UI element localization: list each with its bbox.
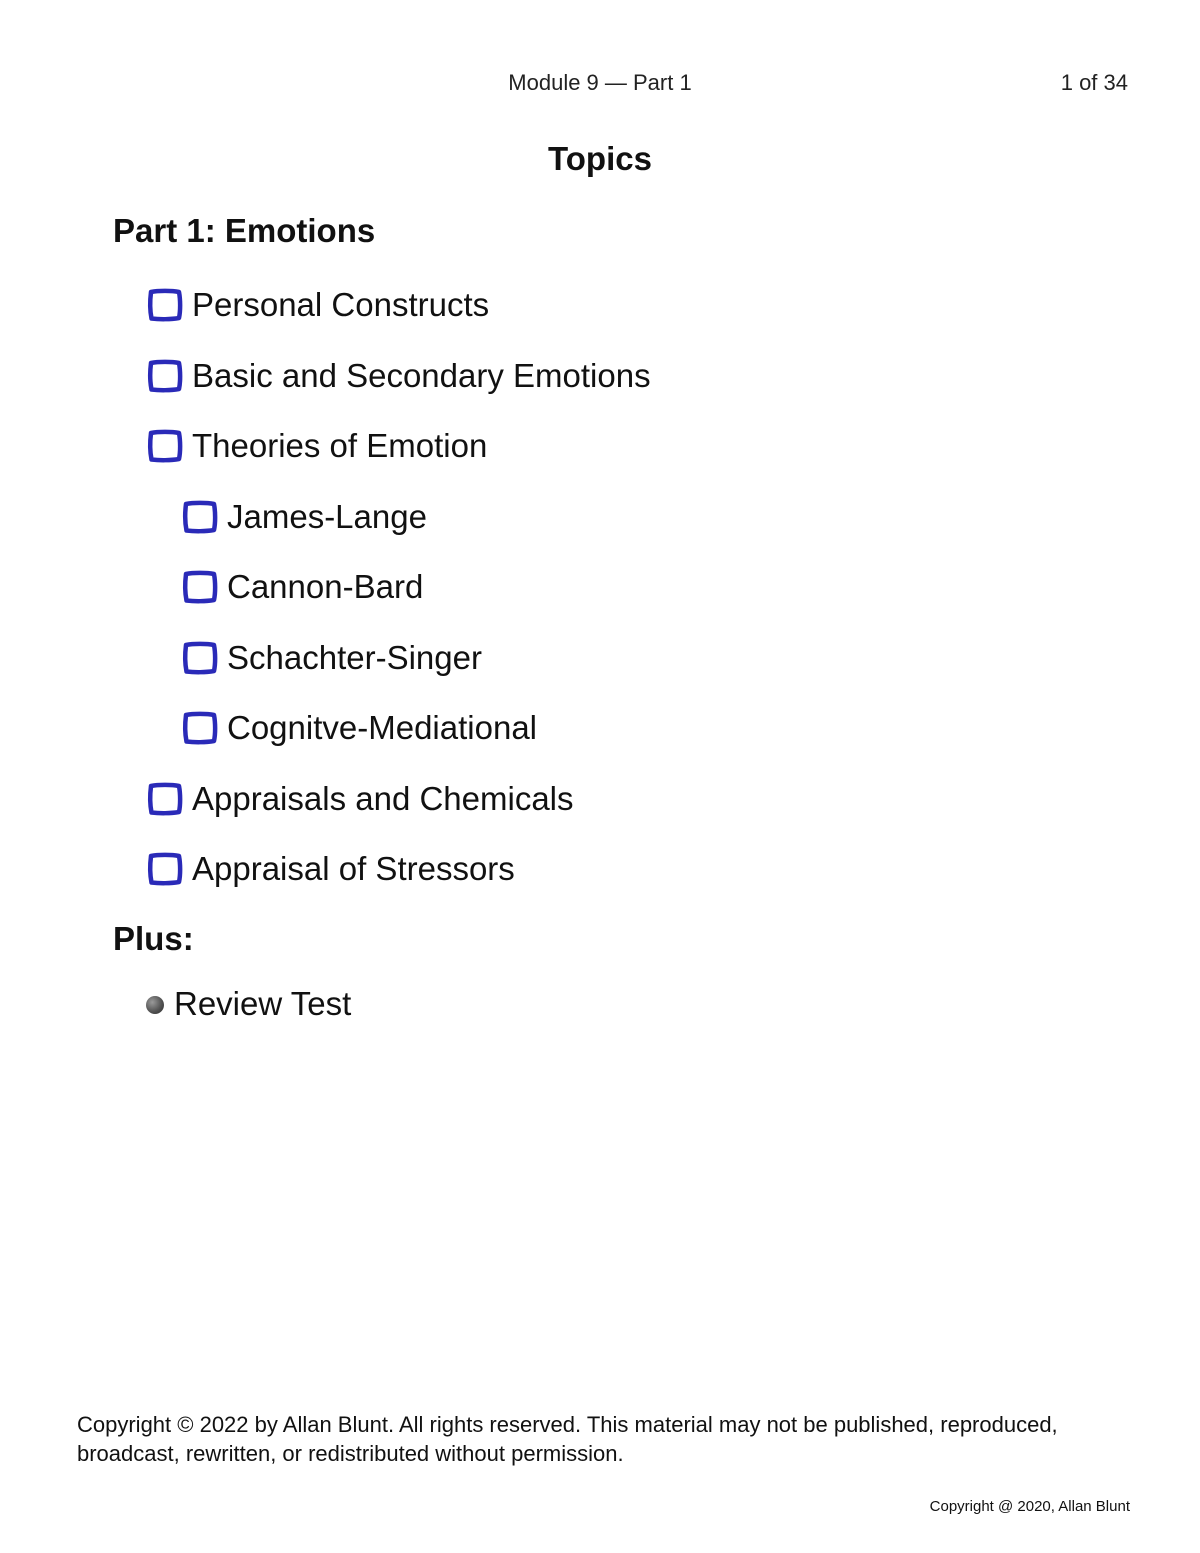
topic-item[interactable] [181, 494, 427, 540]
page-title: Topics [548, 140, 652, 177]
topic-label: Personal Constructs [192, 286, 490, 323]
topic-item[interactable] [146, 776, 574, 822]
checkbox-icon[interactable] [146, 286, 184, 324]
topic-label: Appraisals and Chemicals [192, 780, 574, 817]
checkbox-icon[interactable] [181, 709, 219, 747]
checkbox-icon[interactable] [146, 780, 184, 818]
checkbox-icon[interactable] [146, 427, 184, 465]
topic-label: Schachter-Singer [227, 639, 482, 676]
part-heading: Part 1: Emotions [113, 212, 376, 249]
topic-item[interactable] [181, 635, 482, 681]
topic-label: James-Lange [227, 498, 427, 535]
page-number: 1 of 34 [1060, 70, 1128, 95]
topic-item[interactable] [146, 282, 489, 328]
copyright-notice: Copyright © 2022 by Allan Blunt. All rights reserved. This material may not be published, reproduced, broadcast, rewritten, or redistributed without permission. [77, 1412, 1058, 1466]
checkbox-icon[interactable] [146, 357, 184, 395]
topic-label: Appraisal of Stressors [192, 850, 515, 887]
topic-label: Cannon-Bard [227, 568, 424, 605]
header-title: Module 9 — Part 1 [508, 70, 692, 95]
topic-item[interactable] [146, 353, 651, 399]
topic-item[interactable] [146, 846, 515, 892]
checkbox-icon[interactable] [181, 498, 219, 536]
checkbox-icon[interactable] [146, 850, 184, 888]
list-item [146, 983, 351, 1025]
topic-item[interactable] [146, 423, 487, 469]
topic-label: Cognitve-Mediational [227, 709, 538, 746]
footer-copyright: Copyright @ 2020, Allan Blunt [929, 1498, 1130, 1515]
bullet-icon [146, 996, 164, 1014]
plus-heading: Plus: [113, 920, 194, 957]
checkbox-icon[interactable] [181, 639, 219, 677]
list-item-label: Review Test [174, 985, 352, 1022]
topic-item[interactable] [181, 564, 423, 610]
topic-label: Theories of Emotion [192, 427, 488, 464]
topic-item[interactable] [181, 705, 537, 751]
topic-label: Basic and Secondary Emotions [192, 357, 651, 394]
checkbox-icon[interactable] [181, 568, 219, 606]
